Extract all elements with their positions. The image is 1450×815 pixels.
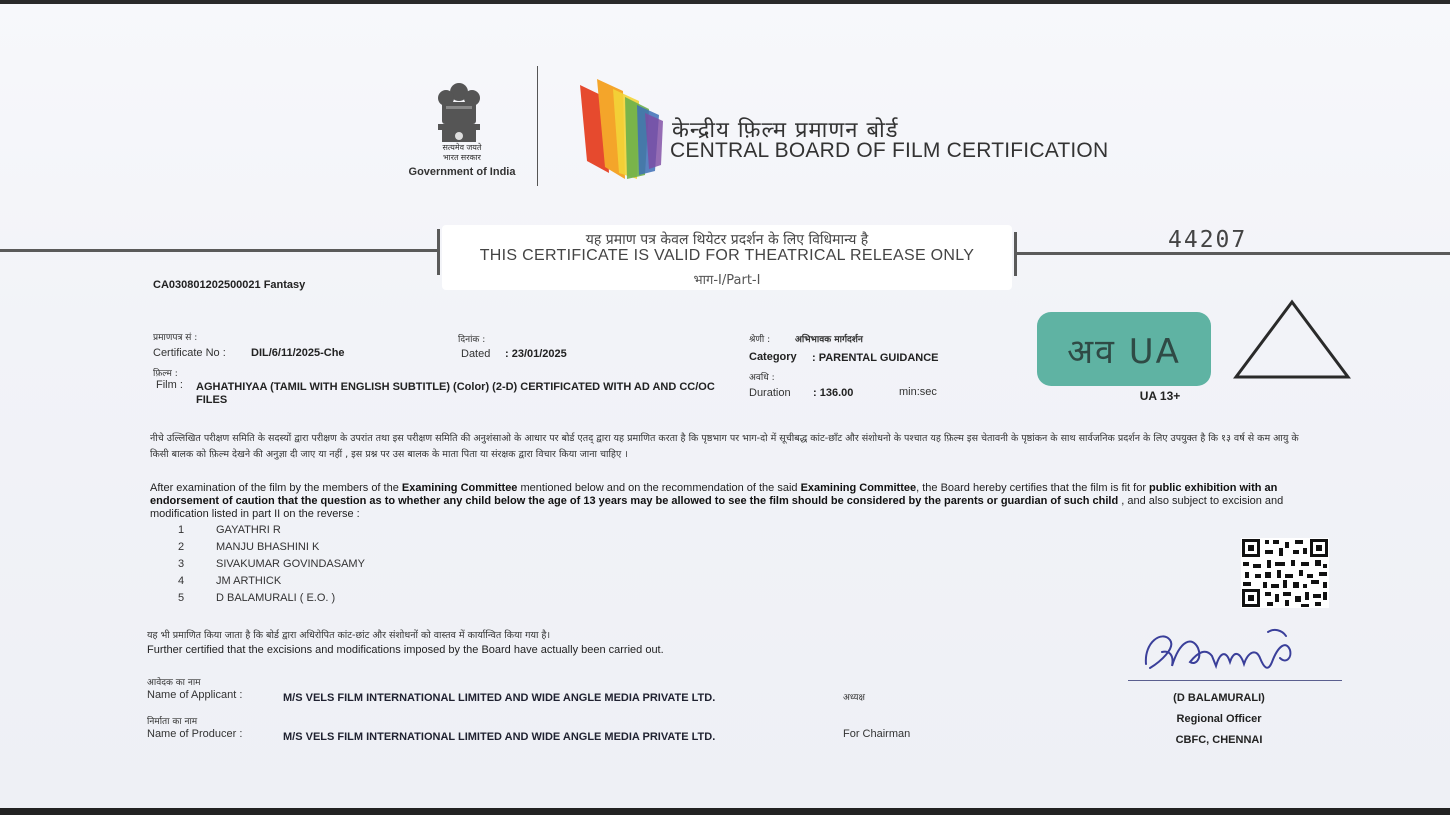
duration-label: Duration: [749, 387, 791, 399]
band-bracket-left: [437, 229, 440, 275]
hindi-certification-paragraph: नीचे उल्लिखित परीक्षण समिति के सदस्यों द्वारा परीक्षण के उपरांत तथा इस परीक्षण समिति की अनुशंसाओ के आधार पर बोर्ड एतद् द्वारा यह प्रमाणित करता है कि पृष्ठभाग पर भाग-दो में सूचीबद्ध कांट-छाँट और संशोधनो के पश्चात यह फ़िल्म इस चेतावनी के पृष्ठांकन के साथ सार्वजनिक प्रदर्शन के लिए उपयुक्त है कि १३ वर्ष से कम आयु के किसी बालक को फ़िल्म देखने की अनुज्ञा दी जाए या नहीं , इस प्रश्न पर उस बालक के माता पिता या संरक्षक द्वारा विचार किया जाना चाहिए ।: [150, 433, 1299, 460]
chairman-hindi: अध्यक्ष: [843, 693, 865, 703]
signature-line: [1128, 680, 1342, 681]
para-text-2: mentioned below and on the recommendation of the said: [517, 482, 801, 494]
signature-icon: [1140, 622, 1300, 680]
film-value: AGHATHIYAA (TAMIL WITH ENGLISH SUBTITLE) (Color) (2-D) CERTIFICATED WITH AD AND CC/OC FILES: [196, 381, 715, 406]
producer-value: M/S VELS FILM INTERNATIONAL LIMITED AND WIDE ANGLE MEDIA PRIVATE LTD.: [283, 731, 716, 743]
member-name: JM ARTHICK: [216, 575, 282, 587]
for-chairman: For Chairman: [843, 728, 911, 740]
member-number: 5: [178, 592, 185, 604]
board-name-hindi: केन्द्रीय फ़िल्म प्रमाणन बोर्ड: [672, 118, 899, 143]
category-value-hindi: अभिभावक मार्गदर्शन: [795, 335, 863, 345]
bottom-edge: [0, 808, 1450, 815]
government-label: Government of India: [408, 166, 516, 178]
officer-block: [1128, 688, 1310, 751]
serial-number: 44207: [1168, 227, 1248, 253]
country-hindi-text: भारत सरकार: [443, 153, 481, 162]
para-bold-3: public exhibition with an endorsement of caution that the question as to whether any child below the age of 13 years may be allowed to see the film should be considered by the parents or guardian of such child: [150, 482, 1278, 507]
applicant-value: M/S VELS FILM INTERNATIONAL LIMITED AND WIDE ANGLE MEDIA PRIVATE LTD.: [283, 692, 716, 704]
para-bold-1: Examining Committee: [401, 482, 518, 494]
english-certification-paragraph: [150, 482, 1312, 521]
officer-title: Regional Officer: [1176, 713, 1262, 725]
date-label-hindi: दिनांक :: [458, 335, 486, 345]
header-divider: [537, 66, 538, 186]
film-label: Film :: [156, 379, 183, 391]
producer-label-hindi: निर्माता का नाम: [147, 717, 198, 727]
officer-name: (D BALAMURALI): [1173, 692, 1265, 704]
list-item: [178, 541, 365, 558]
member-name: SIVAKUMAR GOVINDASAMY: [216, 558, 365, 570]
board-name-english: CENTRAL BOARD OF FILM CERTIFICATION: [670, 139, 1109, 162]
date-value: : 23/01/2025: [505, 348, 567, 360]
para-text-3: , the Board hereby certifies that the film is fit for: [916, 482, 1150, 494]
film-label-hindi: फ़िल्म :: [153, 369, 178, 379]
officer-office: CBFC, CHENNAI: [1175, 734, 1263, 746]
validity-english: THIS CERTIFICATE IS VALID FOR THEATRICAL RELEASE ONLY: [479, 247, 975, 264]
member-number: 2: [178, 541, 185, 553]
band-bracket-right: [1014, 232, 1017, 276]
producer-label: Name of Producer :: [147, 728, 243, 740]
duration-label-hindi: अवधि :: [749, 373, 775, 383]
para-bold-2: Examining Committee: [800, 482, 917, 494]
member-name: GAYATHRI R: [216, 524, 281, 536]
committee-member-list: [178, 524, 365, 609]
list-item: [178, 575, 365, 592]
motto-text: सत्यमेव जयते: [442, 143, 482, 152]
duration-value: : 136.00: [813, 387, 854, 399]
national-emblem-icon: [428, 80, 490, 148]
validity-hindi: यह प्रमाण पत्र केवल थियेटर प्रदर्शन के लिए विधिमान्य है: [585, 232, 869, 248]
member-number: 1: [178, 524, 185, 536]
duration-unit: min:sec: [899, 386, 937, 398]
para-text-1: After examination of the film by the members of the: [150, 482, 402, 494]
para-text-4: , and also subject to excision and modification listed in part II on the reverse :: [150, 495, 1284, 520]
list-item: [178, 592, 365, 609]
qr-code-icon: [1241, 538, 1329, 608]
member-name: D BALAMURALI ( E.O. ): [216, 592, 336, 604]
applicant-label-hindi: आवेदक का नाम: [147, 678, 201, 688]
category-label-hindi: श्रेणी :: [749, 335, 771, 345]
list-item: [178, 558, 365, 575]
reference-number: CA030801202500021 Fantasy: [153, 279, 306, 291]
emblem-motto: [412, 143, 512, 163]
part-label: भाग-I/Part-I: [693, 273, 761, 288]
date-label: Dated: [461, 348, 491, 360]
top-edge: [0, 0, 1450, 4]
member-number: 3: [178, 558, 185, 570]
cert-no-label-hindi: प्रमाणपत्र सं :: [153, 333, 198, 343]
cert-no-value: DIL/6/11/2025-Che: [251, 347, 345, 359]
member-name: MANJU BHASHINI K: [216, 541, 320, 553]
category-value: : PARENTAL GUIDANCE: [812, 352, 939, 364]
list-item: [178, 524, 365, 541]
band-rule-left: [0, 249, 440, 252]
member-number: 4: [178, 575, 185, 587]
rating-badge-text: अव UA: [1067, 332, 1181, 372]
further-certified-english: Further certified that the excisions and modifications imposed by the Board have actually been carried out.: [147, 644, 664, 656]
applicant-label: Name of Applicant :: [147, 689, 243, 701]
rating-sub-label: UA 13+: [1139, 389, 1181, 403]
triangle-icon: [1232, 299, 1352, 381]
category-label: Category: [749, 351, 797, 363]
cert-no-label: Certificate No :: [153, 347, 226, 359]
further-certified-hindi: यह भी प्रमाणित किया जाता है कि बोर्ड द्वारा अधिरोपित कांट-छांट और संशोधनों को वास्तव में कार्यान्वित किया गया है।: [147, 630, 551, 641]
cbfc-logo-icon: [575, 75, 665, 183]
